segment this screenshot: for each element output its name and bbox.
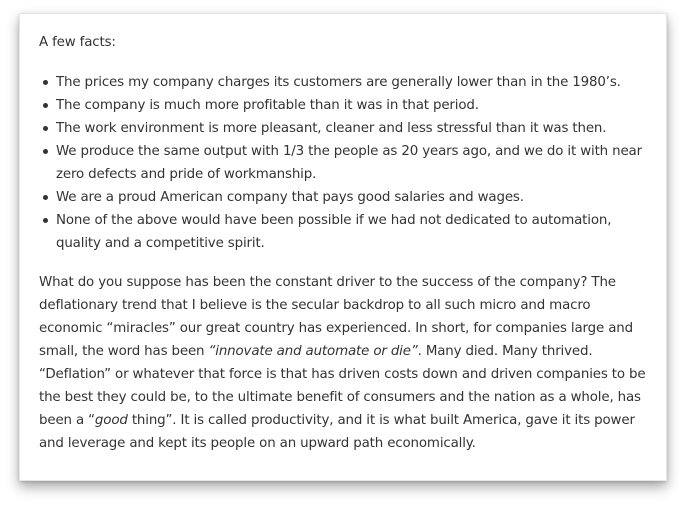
text-card <box>19 13 667 481</box>
bullet-icon <box>43 149 48 154</box>
list-item-text: The work environment is more pleasant, cleaner and less stressful than it was then. <box>56 121 607 136</box>
bullet-icon <box>43 218 48 223</box>
paragraph-text: . Many died. Many thrived. “Deflation” or whatever that force is that has driven costs down and driven companies to be the best they could be, to the ultimate benefit of consumers and the nation as a whole, has been a “ <box>39 344 646 428</box>
bullet-icon <box>43 195 48 200</box>
list-item <box>39 186 649 209</box>
emphasis-text: “innovate and automate or die” <box>208 344 418 359</box>
intro-text: A few facts: <box>39 35 116 50</box>
list-item-text: The prices my company charges its customers are generally lower than in the 1980’s. <box>56 75 621 90</box>
list-item-text: We are a proud American company that pays good salaries and wages. <box>56 190 524 205</box>
article-content <box>39 27 649 455</box>
bullet-icon <box>43 126 48 131</box>
facts-list <box>39 71 649 255</box>
paragraph-text: What do you suppose has been the constant driver to the success of the company? The deflationary trend that I believe is the secular backdrop to all such micro and macro economic “miracles” our great country has experienced. In short, for companies large and small, the word has been <box>39 275 633 359</box>
paragraph-text: thing”. It is called productivity, and it is what built America, gave it its power and leverage and kept its people on an upward path economically. <box>39 413 635 451</box>
list-item-text: We produce the same output with 1/3 the people as 20 years ago, and we do it with near zero defects and pride of workmanship. <box>56 144 642 182</box>
bullet-icon <box>43 80 48 85</box>
list-item <box>39 94 649 117</box>
emphasis-text: good <box>94 413 128 428</box>
body-paragraph <box>39 271 649 455</box>
bullet-icon <box>43 103 48 108</box>
list-item <box>39 140 649 186</box>
list-item <box>39 117 649 140</box>
list-item-text: None of the above would have been possible if we had not dedicated to automation, quality and a competitive spirit. <box>56 213 612 251</box>
list-item <box>39 71 649 94</box>
list-item <box>39 209 649 255</box>
list-item-text: The company is much more profitable than it was in that period. <box>56 98 479 113</box>
